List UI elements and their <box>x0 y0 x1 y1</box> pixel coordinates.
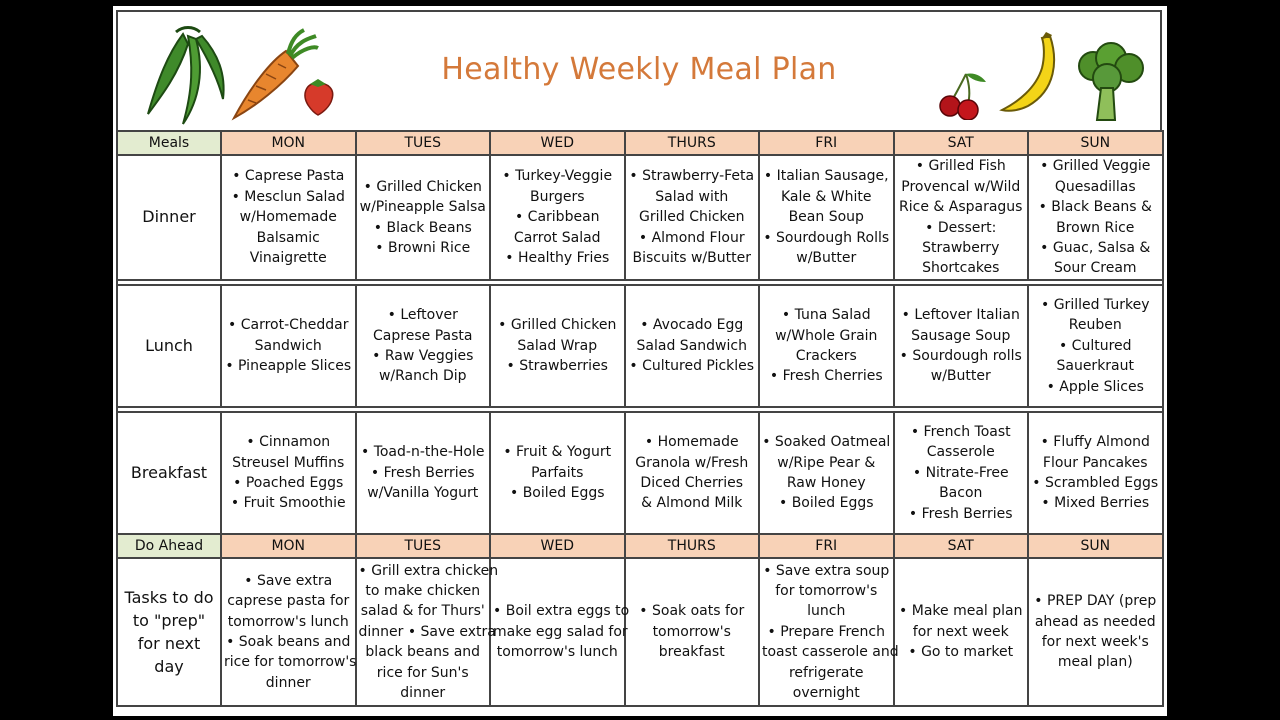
meal-item-line: salad & for Thurs' <box>360 603 485 620</box>
meal-item-line: Diced Cherries <box>640 475 744 491</box>
dinner-cell-sat <box>894 155 1029 280</box>
meal-item-line: w/Butter <box>796 250 857 267</box>
meal-item-line: Salad Sandwich <box>636 337 747 354</box>
meal-item-line: tomorrow's <box>652 623 731 640</box>
meal-item-line: • Scrambled Eggs <box>1032 475 1159 491</box>
meal-item-line: • Caribbean <box>514 209 600 226</box>
day-header-sun: SUN <box>1028 534 1163 558</box>
day-header-sat: SAT <box>894 534 1029 558</box>
day-header-tues: TUES <box>356 131 491 155</box>
meal-item-line: • Save extra soup <box>763 562 890 579</box>
meal-item-line: caprese pasta for <box>227 593 350 610</box>
meal-item-line: • Black Beans & <box>1038 199 1152 216</box>
meal-item-line: Reuben <box>1068 317 1122 334</box>
dinner-cell-fri <box>759 155 894 280</box>
row-label-breakfast: Breakfast <box>117 412 221 534</box>
breakfast-cell-sun <box>1028 412 1163 534</box>
day-header-mon: MON <box>221 131 356 155</box>
tasks-cell-sat <box>894 558 1029 706</box>
meal-item-line: Granola w/Fresh <box>635 454 749 471</box>
meal-item-line: tomorrow's lunch <box>227 613 349 630</box>
breakfast-cell-sat <box>894 412 1029 534</box>
meal-item-line: overnight <box>792 685 860 702</box>
meal-plan-table <box>116 130 1164 707</box>
meal-item-line: • Grilled Chicken <box>498 317 617 334</box>
meal-item-line: • Poached Eggs <box>233 475 344 491</box>
meal-item-line: • Boiled Eggs <box>509 485 605 502</box>
dinner-cell-mon <box>221 155 356 280</box>
breakfast-row <box>117 412 1163 534</box>
meal-item-line: • Prepare French <box>767 623 885 640</box>
row-label-tasks <box>117 558 221 706</box>
meal-item-line: Salad Wrap <box>517 337 598 354</box>
meals-label: Meals <box>117 131 221 155</box>
meal-item-line: • Mixed Berries <box>1041 495 1150 512</box>
meal-item-line: to make chicken <box>365 582 481 599</box>
breakfast-cell-tues <box>356 412 491 534</box>
dinner-cell-tues <box>356 155 491 280</box>
meal-item-line: Flour Pancakes <box>1042 454 1148 471</box>
day-header-fri: FRI <box>759 131 894 155</box>
meal-item-line: dinner <box>265 674 311 691</box>
lunch-row <box>117 285 1163 407</box>
meal-item-line: • Browni Rice <box>375 239 471 256</box>
meal-item-line: • Fruit Smoothie <box>230 495 346 512</box>
meal-item-line: w/Ranch Dip <box>378 368 467 385</box>
meal-item-line: • Tuna Salad <box>781 307 871 324</box>
meal-item-line: • Healthy Fries <box>505 250 610 267</box>
meal-item-line: • Almond Flour <box>638 229 745 246</box>
meal-item-line: • Boiled Eggs <box>778 495 874 512</box>
day-header-thurs: THURS <box>625 534 760 558</box>
meal-item-line: • Dessert: <box>925 219 997 236</box>
meal-item-line: ahead as needed <box>1034 613 1156 630</box>
tasks-cell-fri <box>759 558 899 706</box>
meal-item-line: meal plan) <box>1057 654 1133 671</box>
meal-item-line: • Fluffy Almond <box>1040 434 1150 451</box>
meal-item-line: Provencal w/Wild <box>901 178 1021 195</box>
meal-item-line: Parfaits <box>531 464 584 481</box>
meal-item-line: • Turkey-Veggie <box>502 168 613 185</box>
meal-item-line: Rice & Asparagus <box>899 199 1023 216</box>
meal-item-line: • Guac, Salsa & <box>1040 239 1151 256</box>
meal-item-line: Sausage Soup <box>911 327 1011 344</box>
lunch-cell-sat <box>894 285 1029 407</box>
do-ahead-label: Do Ahead <box>117 534 221 558</box>
breakfast-cell-wed <box>490 412 625 534</box>
meal-item-line: Burgers <box>529 188 585 205</box>
meal-item-line: for next week <box>912 623 1009 640</box>
lunch-cell-thurs <box>625 285 760 407</box>
meal-item-line: Carrot Salad <box>513 229 601 246</box>
lunch-cell-tues <box>356 285 491 407</box>
day-header-wed: WED <box>490 534 625 558</box>
meal-item-line: • Sourdough rolls <box>899 348 1022 364</box>
tasks-row <box>117 558 1163 706</box>
meal-item-line: • Carrot-Cheddar <box>228 317 349 334</box>
meal-item-line: w/Ripe Pear & <box>777 454 876 471</box>
meal-plan-sheet <box>113 6 1167 716</box>
meal-item-line: • Homemade <box>644 434 739 451</box>
meal-item-line: Kale & White <box>780 188 872 205</box>
day-header-sat: SAT <box>894 131 1029 155</box>
tasks-cell-mon <box>221 558 356 706</box>
meal-item-line: Bean Soup <box>788 209 864 226</box>
meal-item-line: Crackers <box>795 348 857 364</box>
day-header-thurs: THURS <box>625 131 760 155</box>
row-label-dinner: Dinner <box>117 155 221 280</box>
meal-item-line: rice for Sun's <box>376 664 469 681</box>
meal-item-line: • Nitrate-Free <box>912 464 1009 481</box>
dinner-cell-thurs <box>625 155 760 280</box>
do-ahead-header-row <box>117 534 1163 558</box>
banana-icon <box>998 30 1068 120</box>
meal-item-line: • Fruit & Yogurt <box>503 444 612 461</box>
cherries-icon <box>936 70 992 120</box>
meal-item-line: & Almond Milk <box>641 495 743 512</box>
meal-item-line: • Grilled Fish <box>915 158 1006 175</box>
meal-item-line: Shortcakes <box>922 260 1000 277</box>
meal-item-line: • French Toast <box>910 423 1011 440</box>
meal-item-line: rice for tomorrow's <box>224 654 357 671</box>
meal-item-line: • Avocado Egg <box>640 317 744 334</box>
row-label-line: Tasks to do <box>124 588 214 607</box>
meal-item-line: Casserole <box>926 444 995 461</box>
lunch-cell-sun <box>1028 285 1163 407</box>
day-header-fri: FRI <box>759 534 894 558</box>
meal-item-line: w/Whole Grain <box>775 327 878 344</box>
meal-item-line: • Fresh Cherries <box>769 368 883 385</box>
meal-item-line: refrigerate <box>788 664 864 681</box>
meal-item-line: • Fresh Berries <box>370 464 475 481</box>
meal-item-line: • Pineapple Slices <box>225 358 352 375</box>
meal-item-line: tomorrow's lunch <box>496 644 618 661</box>
meal-item-line: dinner <box>400 685 446 702</box>
meals-header-row <box>117 131 1163 155</box>
meal-item-line: Bacon <box>939 485 983 502</box>
meal-item-line: • PREP DAY (prep <box>1034 593 1157 610</box>
meal-item-line: Grilled Chicken <box>638 209 745 226</box>
lunch-cell-wed <box>490 285 625 407</box>
meal-item-line: • Soaked Oatmeal <box>762 434 891 451</box>
dinner-cell-wed <box>490 155 625 280</box>
meal-item-line: • Leftover Italian <box>901 307 1020 324</box>
meal-item-line: w/Vanilla Yogurt <box>367 485 479 502</box>
meal-item-line: • Fresh Berries <box>908 505 1013 522</box>
meal-item-line: • Boil extra eggs to <box>493 603 630 620</box>
lunch-cell-mon <box>221 285 356 407</box>
meal-item-line: • Soak beans and <box>226 634 351 650</box>
meal-item-line: • Strawberries <box>506 358 608 375</box>
day-header-wed: WED <box>490 131 625 155</box>
meal-item-line: breakfast <box>658 644 725 661</box>
meal-item-line: w/Homemade <box>239 209 337 226</box>
meal-item-line: Quesadillas <box>1054 178 1136 195</box>
meal-item-line: • Sourdough Rolls <box>763 229 890 246</box>
meal-item-line: • Toad-n-the-Hole <box>360 444 485 461</box>
meal-item-line: • Strawberry-Feta <box>629 168 755 185</box>
header <box>116 10 1162 133</box>
meal-item-line: • Cultured Pickles <box>629 358 755 375</box>
meal-item-line: dinner • Save extra <box>358 623 496 640</box>
row-label-line: day <box>154 657 184 676</box>
meal-item-line: w/Pineapple Salsa <box>359 199 486 216</box>
meal-item-line: • Apple Slices <box>1046 378 1144 395</box>
dinner-cell-sun <box>1028 155 1163 280</box>
tasks-cell-tues <box>356 558 499 706</box>
meal-item-line: • Cinnamon <box>246 434 331 451</box>
meal-item-line: • Caprese Pasta <box>232 168 345 185</box>
meal-item-line: Caprese Pasta <box>373 327 473 344</box>
meal-item-line: Strawberry <box>922 239 1000 256</box>
meal-item-line: Salad with <box>655 188 729 205</box>
meal-item-line: • Grill extra chicken <box>358 562 499 579</box>
meal-item-line: • Grilled Turkey <box>1041 296 1150 313</box>
row-label-line: to "prep" <box>132 611 206 630</box>
page-title: Healthy Weekly Meal Plan <box>441 52 837 87</box>
meal-item-line: Raw Honey <box>786 475 866 491</box>
day-header-tues: TUES <box>356 534 491 558</box>
meal-item-line: Brown Rice <box>1056 219 1135 236</box>
meal-item-line: black beans and <box>365 644 481 661</box>
meal-item-line: • Go to market <box>908 644 1014 661</box>
day-header-mon: MON <box>221 534 356 558</box>
meal-item-line: Biscuits w/Butter <box>632 250 751 267</box>
meal-item-line: • Italian Sausage, <box>763 168 889 185</box>
meal-item-line: • Cultured <box>1058 337 1132 354</box>
meal-item-line: Streusel Muffins <box>232 454 345 471</box>
meal-item-line: • Black Beans <box>373 219 472 236</box>
tasks-cell-sun <box>1028 558 1163 706</box>
meal-item-line: Vinaigrette <box>249 250 327 267</box>
meal-item-line: Sauerkraut <box>1056 358 1134 375</box>
day-header-sun: SUN <box>1028 131 1163 155</box>
tasks-cell-thurs <box>625 558 760 706</box>
breakfast-cell-thurs <box>625 412 760 534</box>
lunch-cell-fri <box>759 285 894 407</box>
meal-item-line: • Soak oats for <box>639 603 745 620</box>
tasks-cell-wed <box>490 558 630 706</box>
breakfast-cell-mon <box>221 412 356 534</box>
meal-item-line: make egg salad for <box>493 623 628 640</box>
meal-item-line: Balsamic <box>256 229 320 246</box>
meal-item-line: • Mesclun Salad <box>231 188 345 205</box>
meal-item-line: • Grilled Veggie <box>1040 158 1151 175</box>
meal-item-line: • Leftover <box>387 307 458 324</box>
meal-item-line: for next week's <box>1041 634 1149 650</box>
breakfast-cell-fri <box>759 412 894 534</box>
meal-item-line: Sandwich <box>254 337 322 354</box>
dinner-row <box>117 155 1163 280</box>
meal-item-line: toast casserole and <box>762 644 899 661</box>
meal-item-line: for tomorrow's <box>775 582 878 599</box>
broccoli-icon <box>1073 40 1148 125</box>
meal-item-line: lunch <box>807 603 846 620</box>
meal-item-line: • Raw Veggies <box>372 348 474 364</box>
row-label-line: for next <box>137 634 201 653</box>
meal-item-line: • Grilled Chicken <box>363 178 482 195</box>
row-label-lunch: Lunch <box>117 285 221 407</box>
meal-item-line: • Make meal plan <box>899 603 1023 620</box>
meal-item-line: • Save extra <box>244 572 333 589</box>
meal-item-line: Sour Cream <box>1053 260 1137 277</box>
meal-item-line: w/Butter <box>930 368 991 385</box>
